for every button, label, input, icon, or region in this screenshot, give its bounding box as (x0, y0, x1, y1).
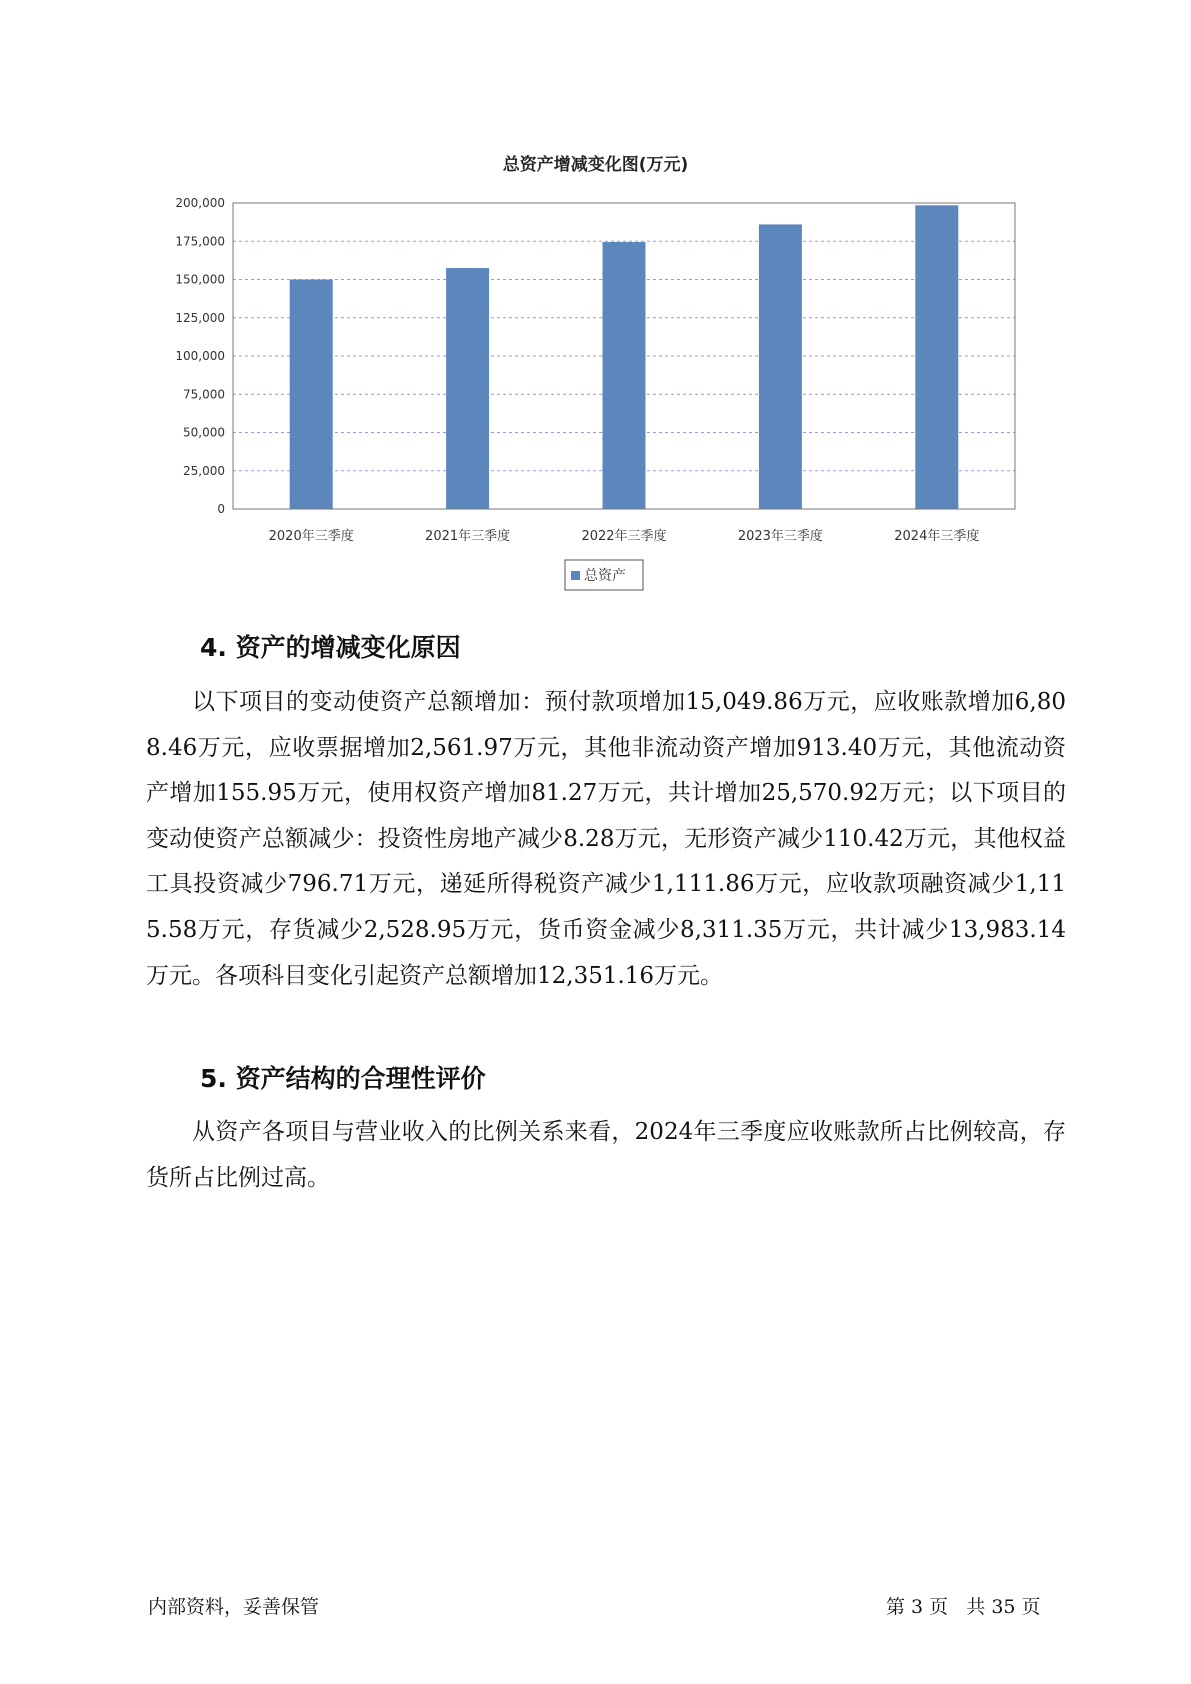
y-tick-label: 0 (217, 502, 225, 516)
chart-title: 总资产增减变化图(万元) (502, 155, 689, 175)
asset-bar-chart (0, 0, 1191, 600)
y-tick-label: 200,000 (175, 196, 225, 210)
x-tick-label: 2023年三季度 (737, 529, 823, 544)
x-tick-label: 2024年三季度 (894, 529, 980, 544)
legend-swatch (571, 571, 580, 580)
x-tick-label: 2022年三季度 (581, 529, 667, 544)
section-5-heading: 5. 资产结构的合理性评价 (200, 1064, 486, 1093)
y-tick-label: 175,000 (175, 234, 225, 249)
section-4-heading: 4. 资产的增减变化原因 (200, 633, 461, 662)
legend-label: 总资产 (584, 568, 626, 584)
y-tick-label: 50,000 (183, 425, 225, 440)
bar (915, 205, 958, 509)
y-tick-label: 75,000 (183, 387, 225, 402)
bar (290, 280, 333, 510)
x-tick-label: 2020年三季度 (268, 529, 354, 544)
footer-page-number: 第 3 页 共 35 页 (886, 1596, 1041, 1618)
section-4-body: 以下项目的变动使资产总额增加：预付款项增加15,049.86万元，应收账款增加6,808.46万元，应收票据增加2,561.97万元，其他非流动资产增加913.40万元，其他流动资产增加155.95万元，使用权资产增加81.27万元，共计增加25,570.92万元；以下项目的变动使资产总额减少：投资性房地产减少8.28万元，无形资产减少110.42万元，其他权益工具投资减少796.71万元，递延所得税资产减少1,111.86万元，应收款项融资减少1,115.58万元，存货减少2,528.95万元，货币资金减少8,311.35万元，共计减少13,983.14万元。各项科目变化引起资产总额增加12,351.16万元。 (146, 689, 1066, 989)
footer-confidential-note: 内部资料，妥善保管 (148, 1596, 320, 1618)
y-tick-label: 150,000 (175, 272, 225, 287)
y-tick-label: 125,000 (175, 310, 225, 325)
y-tick-label: 25,000 (183, 463, 225, 478)
bar (759, 224, 802, 509)
section-5-body: 从资产各项目与营业收入的比例关系来看，2024年三季度应收账款所占比例较高，存货所占比例过高。 (146, 1119, 1066, 1191)
y-tick-label: 100,000 (175, 349, 225, 363)
x-tick-label: 2021年三季度 (425, 529, 511, 544)
bar (446, 268, 489, 509)
bar (603, 242, 646, 509)
